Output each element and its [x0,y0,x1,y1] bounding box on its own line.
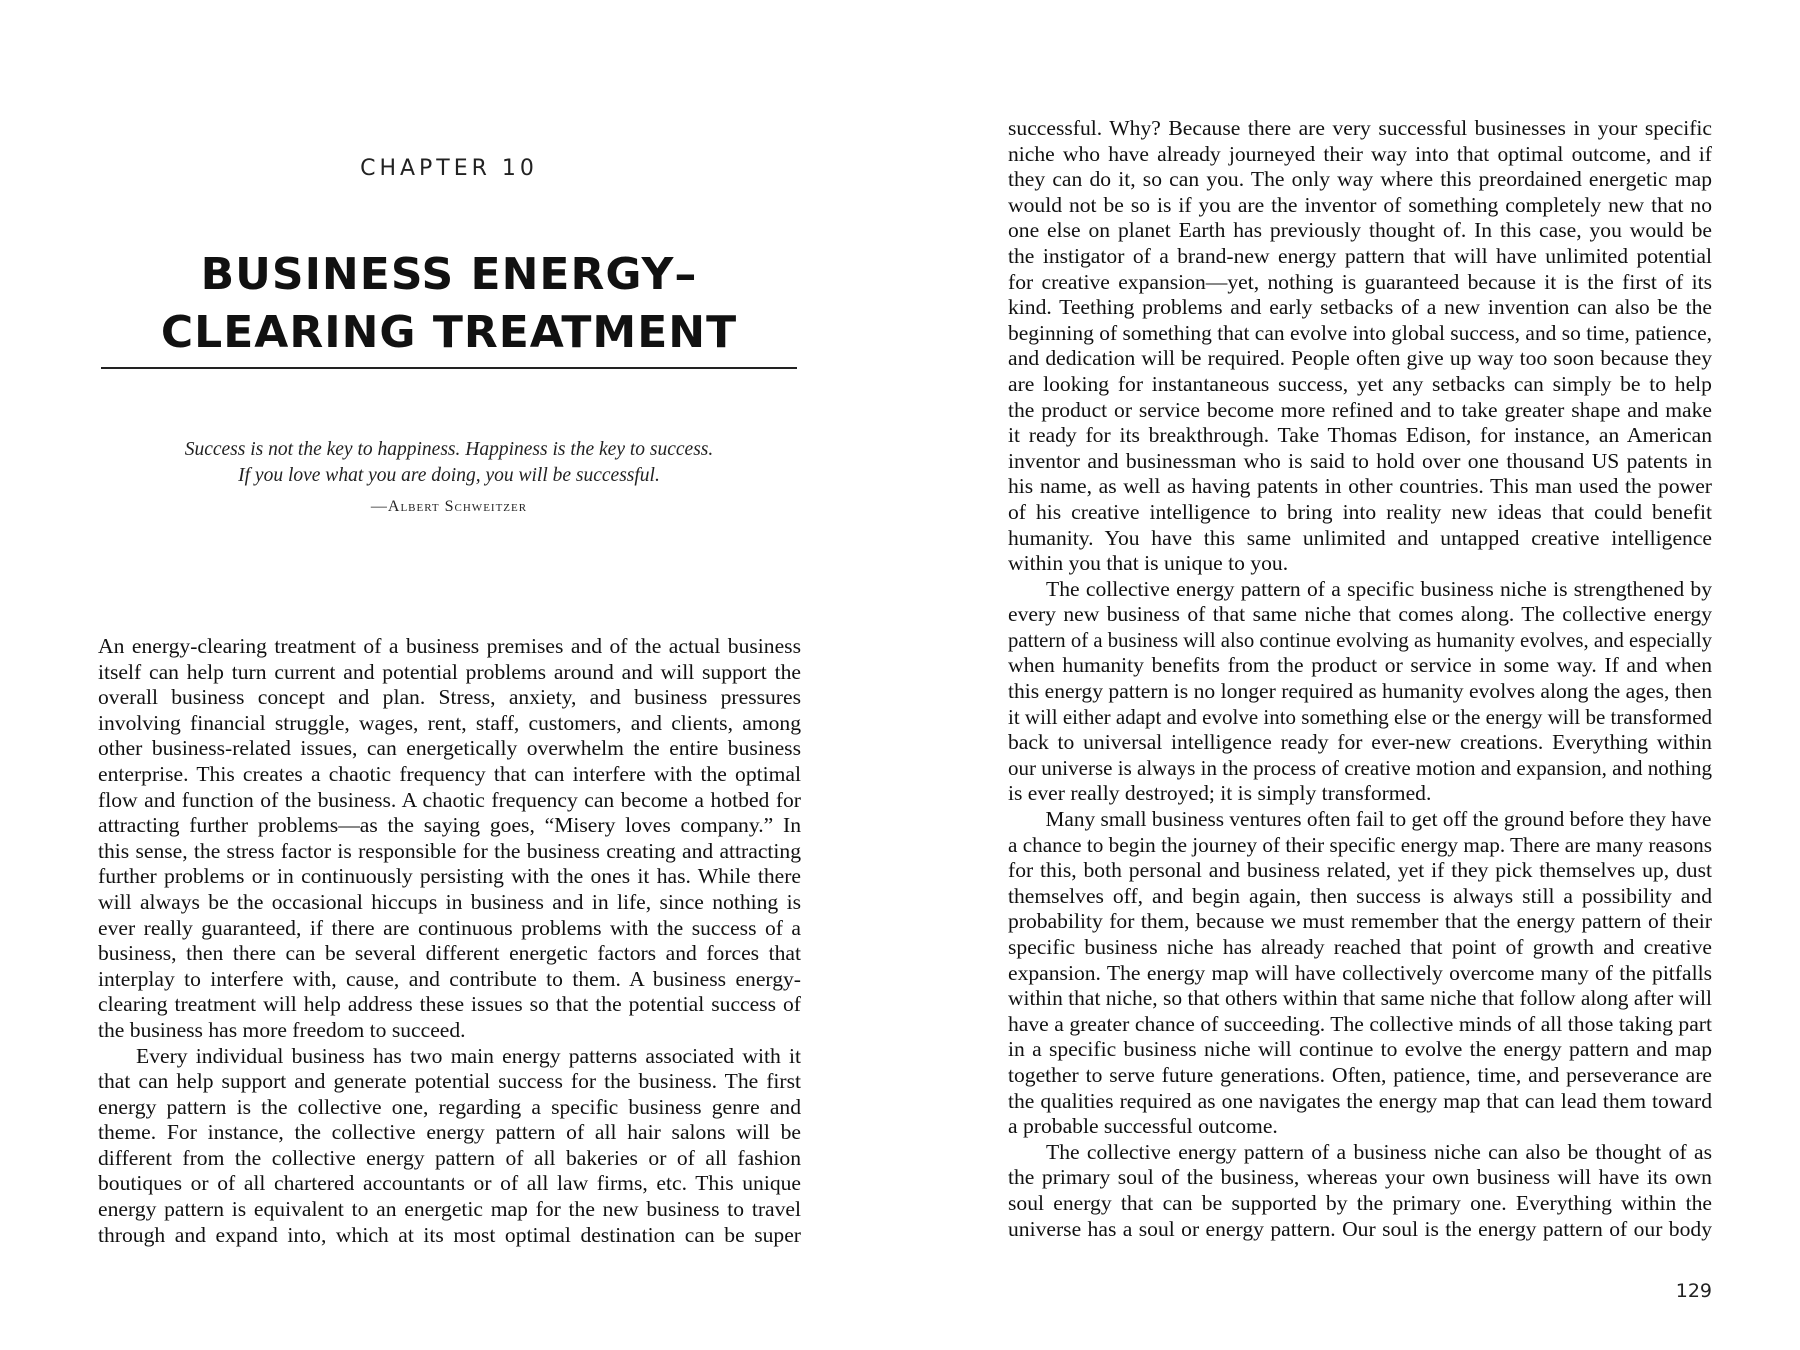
text-line: are looking for instantaneous success, yet any setbacks can simply be to help [1008,371,1712,396]
text-line: business, then there can be several different energetic factors and forces that [98,941,801,966]
text-line: have a greater chance of succeeding. The collective minds of all those taking part [1008,1011,1712,1036]
text-line: his name, as well as having patents in other countries. This man used the power [1008,474,1712,499]
text-line: successful. Why? Because there are very successful businesses in your specific [1008,116,1712,140]
text-line: soul energy that can be supported by the primary one. Everything within the [1008,1190,1712,1215]
text-line: this energy pattern is no longer required as humanity evolves along the ages, then [1008,679,1712,704]
text-line: for creative expansion—yet, nothing is guaranteed because it is the first of its [1008,269,1712,294]
epigraph-line: Success is not the key to happiness. Happiness is the key to success. [184,439,714,460]
text-line: specific business niche has already reached that point of growth and creative [1008,935,1712,959]
text-line: will always be the occasional hiccups in business and in life, since nothing is [98,889,801,914]
text-line: one else on planet Earth has previously thought of. In this case, you would be [1008,218,1712,243]
text-line: through and expand into, which at its most optimal destination can be super [98,1222,801,1247]
text-line: interplay to interfere with, cause, and contribute to them. A business energy- [98,966,801,991]
text-line: a probable successful outcome. [1008,1114,1278,1139]
text-line: it ready for its breakthrough. Take Thomas Edison, for instance, an American [1008,423,1712,448]
text-line: pattern of a business will also continue evolving as humanity evolves, and especially [1008,627,1713,652]
left-body-text [98,634,801,1248]
text-line: itself can help turn current and potential problems around and will support the [98,659,801,684]
text-line: it will either adapt and evolve into something else or the energy will be transformed [1008,704,1713,729]
text-line: different from the collective energy pattern of all bakeries or of all fashion [98,1145,801,1170]
right-page [900,0,1800,1350]
text-line: universe has a soul or energy pattern. Our soul is the energy pattern of our body [1008,1216,1712,1241]
text-line: overall business concept and plan. Stress, anxiety, and business pressures [98,685,801,710]
text-line: energy pattern is the collective one, regarding a specific business genre and [98,1094,802,1119]
text-line: themselves off, and begin again, then success is always still a possibility and [1008,883,1712,908]
text-line: in a specific business niche will continue to evolve the energy pattern and map [1008,1037,1712,1062]
text-line: Many small business ventures often fail to get off the ground before they have [1045,807,1712,832]
text-line: this sense, the stress factor is responsible for the business creating and attracting [98,838,801,863]
right-body-text [1008,116,1712,1242]
text-line: The collective energy pattern of a business niche can also be thought of as [1046,1139,1712,1164]
chapter-label: CHAPTER 10 [360,156,538,181]
text-line: energy pattern is equivalent to an energetic map for the new business to travel [98,1197,801,1222]
text-line: ever really guaranteed, if there are continuous problems with the success of a [98,915,801,940]
text-line: other business-related issues, can energetically overwhelm the entire business [98,736,801,761]
text-line: Every individual business has two main energy patterns associated with it [136,1043,801,1068]
epigraph [101,437,797,516]
text-line: kind. Teething problems and early setbacks of a new invention can also be the [1008,295,1713,320]
text-line: the qualities required as one navigates the energy map that can lead them toward [1008,1088,1712,1113]
text-line: enterprise. This creates a chaotic frequency that can interfere with the optimal [98,761,801,786]
chapter-title-line: CLEARING TREATMENT [160,307,738,358]
text-line: that can help support and generate potential success for the business. The first [98,1069,801,1094]
text-line: theme. For instance, the collective energy pattern of all hair salons will be [98,1120,801,1145]
text-line: would not be so is if you are the inventor of something completely new that no [1008,192,1712,217]
epigraph-line: If you love what you are doing, you will be successful. [238,465,660,486]
text-line: within you that is unique to you. [1008,551,1289,576]
page-number: 129 [1675,1280,1712,1302]
text-line: inventor and businessman who is said to hold over one thousand US patents in [1008,448,1713,473]
text-line: when humanity benefits from the product or service in some way. If and when [1008,653,1712,678]
text-line: within that niche, so that others within that same niche that follow along after will [1008,986,1712,1011]
text-line: is ever really destroyed; it is simply transformed. [1008,781,1432,806]
chapter-title [101,246,797,362]
text-line: probability for them, because we must remember that the energy pattern of their [1008,909,1712,934]
paragraph [1008,577,1712,807]
text-line: beginning of something that can evolve into global success, and so time, patience, [1008,320,1712,345]
text-line: boutiques or of all chartered accountants or of all law firms, etc. This unique [98,1171,801,1196]
epigraph-attribution: —Albert Schweitzer [370,498,528,515]
text-line: together to serve future generations. Often, patience, time, and perseverance are [1008,1062,1712,1087]
text-line: the product or service become more refined and to take greater shape and make [1008,397,1712,422]
paragraph [1008,807,1712,1140]
text-line: and dedication will be required. People often give up way too soon because they [1008,346,1712,371]
text-line: the instigator of a brand-new energy pattern that will have unlimited potential [1008,243,1713,268]
text-line: they can do it, so can you. The only way where this preordained energetic map [1008,167,1712,192]
text-line: every new business of that same niche that comes along. The collective energy [1008,602,1712,627]
title-rule [101,367,797,369]
text-line: expansion. The energy map will have collectively overcome many of the pitfalls [1008,960,1712,985]
paragraph [1008,1140,1712,1242]
text-line: back to universal intelligence ready for ever-new creations. Everything within [1008,730,1712,755]
chapter-title-line: BUSINESS ENERGY– [200,249,698,300]
paragraph [1008,116,1712,577]
text-line: a chance to begin the journey of their specific energy map. There are many reasons [1008,832,1713,857]
text-line: the business has more freedom to succeed. [98,1017,466,1042]
text-line: involving financial struggle, wages, rent, staff, customers, and clients, among [98,710,801,735]
text-line: the primary soul of the business, whereas your own business will have its own [1008,1165,1712,1190]
text-line: clearing treatment will help address these issues so that the potential success of [98,992,802,1017]
text-line: niche who have already journeyed their way into that optimal outcome, and if [1008,141,1712,166]
text-line: An energy-clearing treatment of a business premises and of the actual business [98,634,801,658]
paragraph [98,1044,801,1249]
text-line: humanity. You have this same unlimited and untapped creative intelligence [1008,525,1712,550]
text-line: The collective energy pattern of a specific business niche is strengthened by [1046,576,1712,601]
text-line: of his creative intelligence to bring into reality new ideas that could benefit [1008,499,1712,524]
text-line: our universe is always in the process of creative motion and expansion, and nothing [1008,755,1712,780]
text-line: for this, both personal and business related, yet if they pick themselves up, dust [1008,858,1712,883]
text-line: attracting further problems—as the saying goes, “Misery loves company.” In [98,813,801,838]
paragraph [98,634,801,1044]
text-line: further problems or in continuously persisting with the ones it has. While there [98,864,801,889]
text-line: flow and function of the business. A chaotic frequency can become a hotbed for [98,787,801,812]
